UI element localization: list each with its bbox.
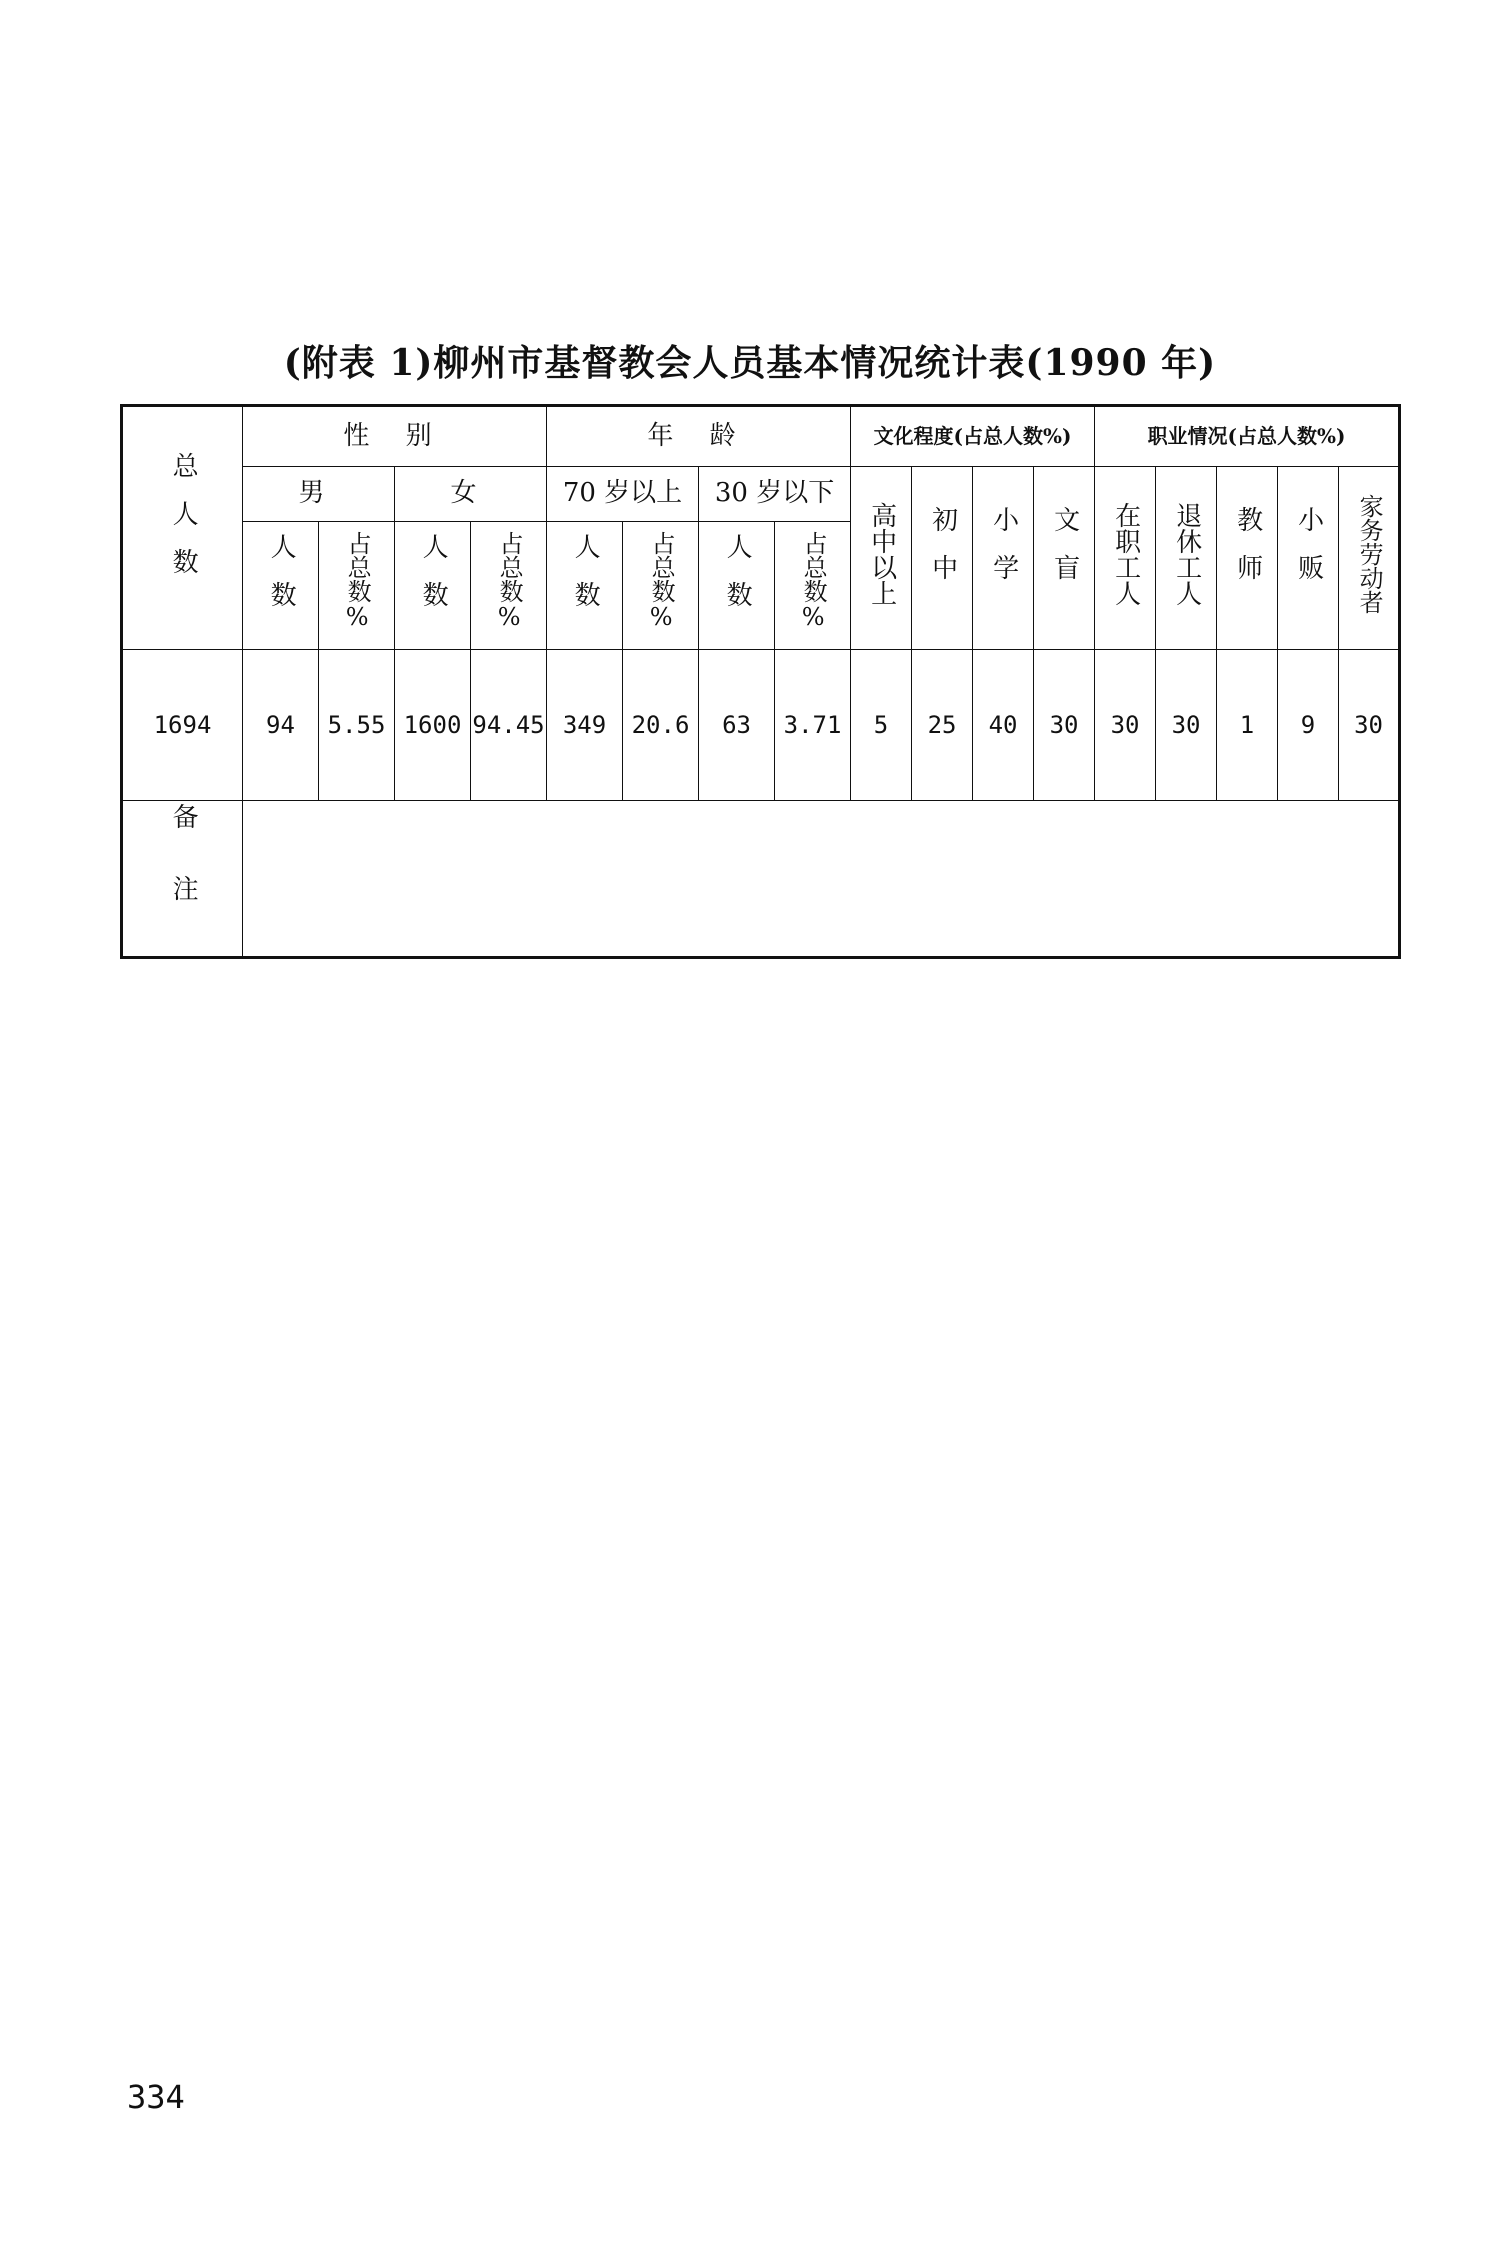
male-percent-header: 占总数%	[319, 522, 395, 649]
occ-teacher-header: 教师	[1217, 466, 1278, 649]
age-under30-header: 30 岁以下	[699, 466, 851, 522]
occ-housework-value: 30	[1339, 649, 1400, 801]
edu-primary-value: 40	[973, 649, 1034, 801]
male-count-header: 人数	[243, 522, 319, 649]
age-header: 年 龄	[547, 406, 851, 467]
female-count-value: 1600	[395, 649, 471, 801]
male-header: 男	[243, 466, 395, 522]
edu-primary-header: 小学	[973, 466, 1034, 649]
female-count-header: 人数	[395, 522, 471, 649]
female-percent-value: 94.45	[471, 649, 547, 801]
remarks-header: 备注	[122, 801, 243, 958]
statistics-table	[120, 404, 1401, 959]
age-over70-header: 70 岁以上	[547, 466, 699, 522]
male-percent-value: 5.55	[319, 649, 395, 801]
under30-percent-header: 占总数%	[775, 522, 851, 649]
edu-illiterate-value: 30	[1034, 649, 1095, 801]
total-value: 1694	[122, 649, 243, 801]
occ-retired-header: 退休工人	[1156, 466, 1217, 649]
occupation-header: 职业情况(占总人数%)	[1095, 406, 1400, 467]
under30-count-value: 63	[699, 649, 775, 801]
over70-count-header: 人数	[547, 522, 623, 649]
under30-count-header: 人数	[699, 522, 775, 649]
occ-vendor-value: 9	[1278, 649, 1339, 801]
total-header: 总人数	[122, 406, 243, 650]
occ-teacher-value: 1	[1217, 649, 1278, 801]
occ-vendor-header: 小贩	[1278, 466, 1339, 649]
education-header: 文化程度(占总人数%)	[851, 406, 1095, 467]
edu-illiterate-header: 文盲	[1034, 466, 1095, 649]
occ-housework-header: 家务劳动者	[1339, 466, 1400, 649]
over70-percent-value: 20.6	[623, 649, 699, 801]
female-header: 女	[395, 466, 547, 522]
edu-middle-value: 25	[912, 649, 973, 801]
male-count-value: 94	[243, 649, 319, 801]
page-number: 334	[127, 2078, 185, 2116]
remarks-value	[243, 801, 1400, 958]
occ-retired-value: 30	[1156, 649, 1217, 801]
table-title: (附表 1)柳州市基督教会人员基本情况统计表(1990 年)	[283, 342, 1217, 384]
table-row	[122, 649, 1400, 801]
gender-header: 性 别	[243, 406, 547, 467]
edu-middle-header: 初中	[912, 466, 973, 649]
female-percent-header: 占总数%	[471, 522, 547, 649]
occ-worker-value: 30	[1095, 649, 1156, 801]
under30-percent-value: 3.71	[775, 649, 851, 801]
over70-count-value: 349	[547, 649, 623, 801]
edu-highschool-header: 高中以上	[851, 466, 912, 649]
edu-highschool-value: 5	[851, 649, 912, 801]
occ-worker-header: 在职工人	[1095, 466, 1156, 649]
over70-percent-header: 占总数%	[623, 522, 699, 649]
